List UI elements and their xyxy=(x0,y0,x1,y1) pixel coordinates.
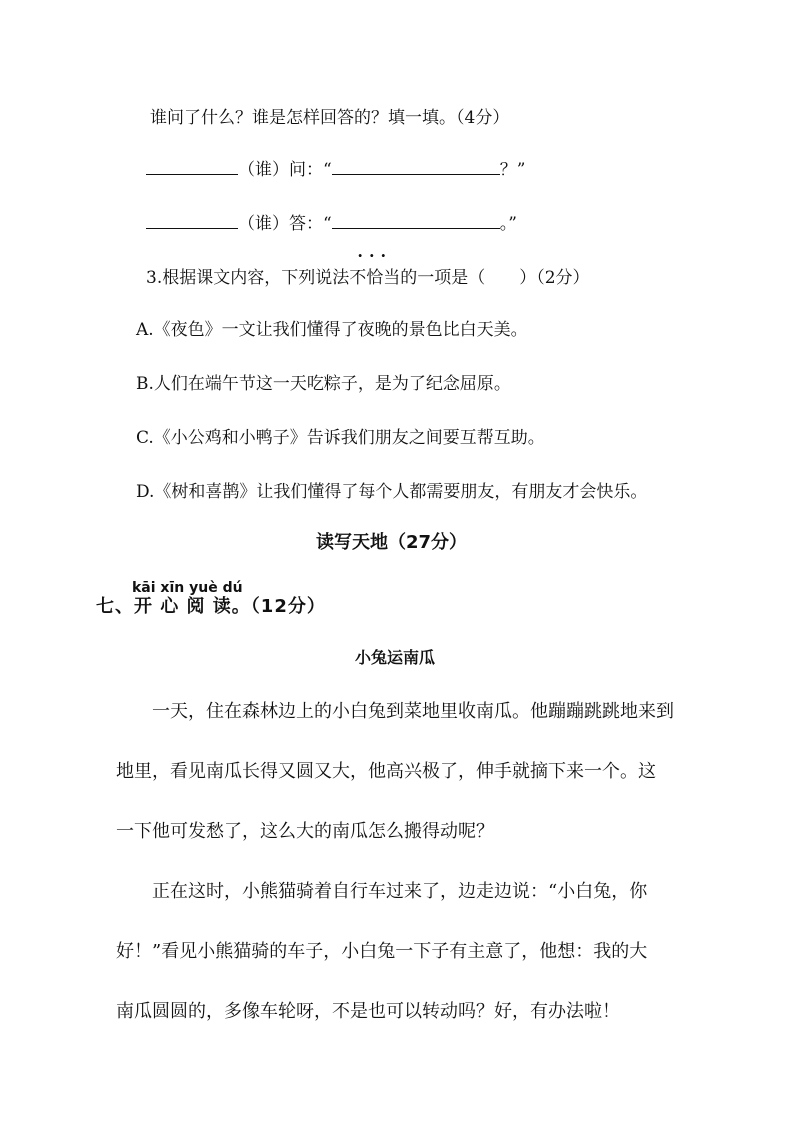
q2-ask-line xyxy=(146,158,525,182)
q3-option-c: C.《小公鸡和小鸭子》告诉我们朋友之间要互帮互助。 xyxy=(136,428,545,448)
story-line-2: 地里，看见南瓜长得又圆又大，他高兴极了，伸手就摘下来一个。这 xyxy=(116,761,656,782)
q3-text-after: 的一项是（ ）（2分） xyxy=(400,268,590,288)
q7-title: 七、开 心 阅 读。（12分） xyxy=(96,596,326,617)
section-title: 读写天地（27分） xyxy=(316,532,468,553)
story-line-4: 正在这时，小熊猫骑着自行车过来了，边走边说：“小白兔，你 xyxy=(116,881,648,902)
q7-pinyin: kāi xīn yuè dú xyxy=(132,580,243,596)
story-line-1: 一天，住在森林边上的小白兔到菜地里收南瓜。他蹦蹦跳跳地来到 xyxy=(116,701,674,722)
q2-prompt: 谁问了什么？谁是怎样回答的？填一填。（4分） xyxy=(150,108,510,128)
q3-option-a: A.《夜色》一文让我们懂得了夜晚的景色比白天美。 xyxy=(136,320,528,340)
story-line-6: 南瓜圆圆的，多像车轮呀，不是也可以转动吗？好，有办法啦！ xyxy=(116,1001,620,1022)
ask-label: （谁）问：“ xyxy=(238,160,332,180)
question-blank[interactable] xyxy=(332,158,500,175)
q2-answer-line xyxy=(146,212,517,236)
q3-question xyxy=(146,246,590,290)
answer-blank[interactable] xyxy=(332,212,500,229)
q3-option-d: D.《树和喜鹊》让我们懂得了每个人都需要朋友，有朋友才会快乐。 xyxy=(136,482,648,502)
q3-emphasis-text: 不恰当 xyxy=(349,268,401,288)
q3-emphasis xyxy=(349,246,401,290)
ask-end: ？” xyxy=(499,160,526,180)
answer-label: （谁）答：“ xyxy=(238,214,332,234)
answer-end: 。” xyxy=(499,214,517,234)
answerer-blank[interactable] xyxy=(146,212,238,229)
asker-blank[interactable] xyxy=(146,158,238,175)
story-line-3: 一下他可发愁了，这么大的南瓜怎么搬得动呢？ xyxy=(116,821,494,842)
story-line-5: 好！”看见小熊猫骑的车子，小白兔一下子有主意了，他想：我的大 xyxy=(116,941,648,962)
emphasis-dots: ··· xyxy=(357,246,393,265)
q3-text-before: 3.根据课文内容，下列说法 xyxy=(146,268,350,288)
q3-option-b: B.人们在端午节这一天吃粽子，是为了纪念屈原。 xyxy=(136,374,511,394)
story-title: 小兔运南瓜 xyxy=(355,648,436,667)
